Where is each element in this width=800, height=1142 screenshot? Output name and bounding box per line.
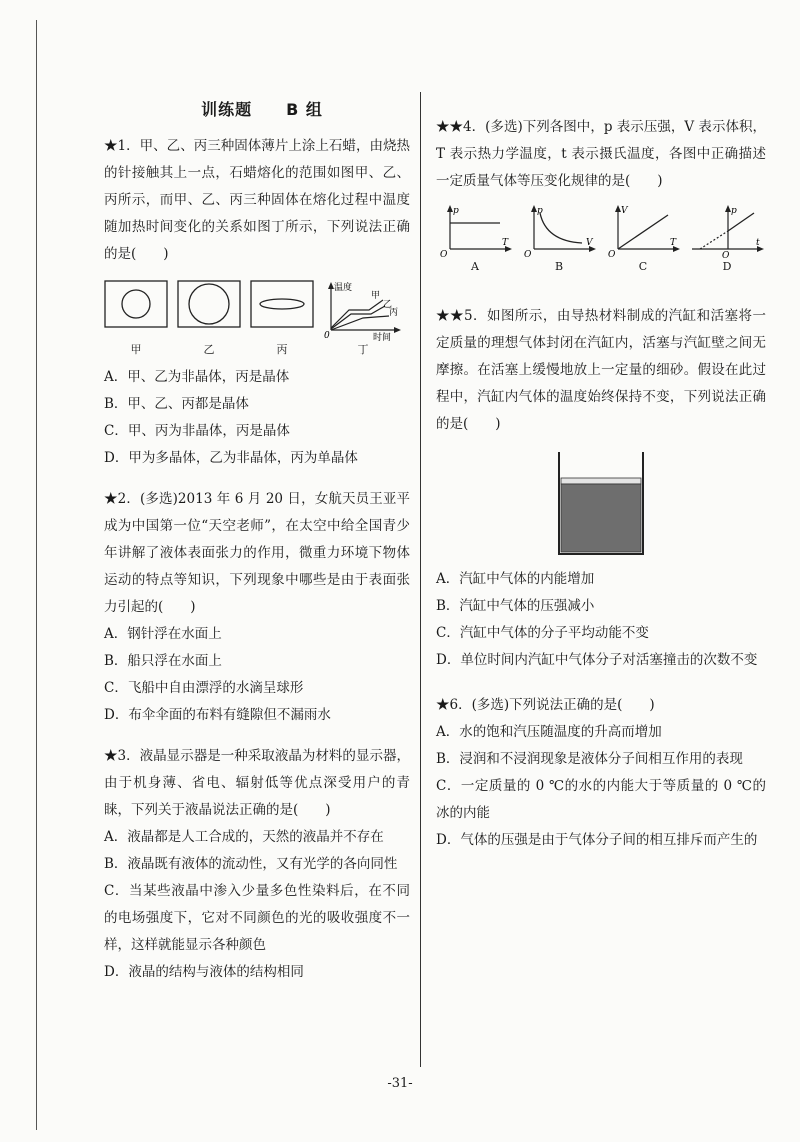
question-3-option-a: A．液晶都是人工合成的，天然的液晶并不存在 xyxy=(104,829,384,845)
question-2-option-c: C．飞船中自由漂浮的水滴呈球形 xyxy=(104,680,304,696)
question-2-option-a: A．钢针浮在水面上 xyxy=(104,626,222,642)
figure-yi-caption: 乙 xyxy=(203,343,215,356)
page-title xyxy=(104,96,410,123)
binding-line xyxy=(36,20,37,1130)
question-5-option-a: A．汽缸中气体的内能增加 xyxy=(436,571,595,587)
question-2-option-b: B．船只浮在水面上 xyxy=(104,653,222,669)
graph-b xyxy=(520,203,598,275)
question-2-option-d: D．布伞伞面的布料有缝隙但不漏雨水 xyxy=(104,707,331,723)
question-3-option-b: B．液晶既有液体的流动性，又有光学的各向同性 xyxy=(104,856,398,872)
question-5-option-d: D．单位时间内汽缸中气体分子对活塞撞击的次数不变 xyxy=(436,652,758,668)
question-4-graphs xyxy=(436,203,766,275)
question-2-stem: ★2．(多选)2013 年 6 月 20 日，女航天员王亚平成为中国第一位“天空老师”，在太空中给全国青少年讲解了液体表面张力的作用，微重力环境下物体运动的特点等知识，下列现象中哪些是由于表面张力引起的( ) xyxy=(104,491,410,615)
graph-a-O: O xyxy=(440,250,448,259)
title-group: B 组 xyxy=(286,100,323,119)
column-divider xyxy=(420,92,421,1067)
question-1 xyxy=(104,133,410,472)
graph-d xyxy=(688,203,766,275)
question-5-stem: ★★5．如图所示，由导热材料制成的汽缸和活塞将一定质量的理想气体封闭在汽缸内，活塞与汽缸壁之间无摩擦。在活塞上缓慢地放上一定量的细砂。假设在此过程中，汽缸内气体的温度始终保持不变，下列说法正确的是( ) xyxy=(436,308,766,432)
graph-d-caption: D xyxy=(722,260,732,273)
figure-jia-caption: 甲 xyxy=(130,343,142,356)
question-1-option-a: A．甲、乙为非晶体，丙是晶体 xyxy=(104,369,290,385)
graph-d-p: p xyxy=(731,206,737,216)
gas-region xyxy=(561,484,641,552)
piston-sand xyxy=(561,478,641,484)
figure-yi xyxy=(177,280,241,358)
curve-yi-label: 乙 xyxy=(383,300,393,310)
question-1-stem: ★1．甲、乙、丙三种固体薄片上涂上石蜡，由烧热的针接触其上一点，石蜡熔化的范围如图甲、乙、丙所示，而甲、乙、丙三种固体在熔化过程中温度随加热时间变化的关系如图丁所示，下列说法正确的是( ) xyxy=(104,138,410,262)
figure-ding-graph xyxy=(323,280,403,342)
figure-bing-drawing xyxy=(250,280,314,342)
graph-a-p: p xyxy=(453,206,459,216)
graph-c-drawing xyxy=(604,203,682,259)
graph-a-caption: A xyxy=(471,260,479,273)
graph-a-drawing xyxy=(436,203,514,259)
axis-temperature-label: 温度 xyxy=(334,283,353,293)
curve-jia-label: 甲 xyxy=(371,291,381,301)
figure-yi-drawing xyxy=(177,280,241,342)
left-column xyxy=(104,96,410,986)
graph-b-caption: B xyxy=(554,260,564,273)
graph-a-T: T xyxy=(502,238,509,248)
question-4 xyxy=(436,114,766,275)
question-3 xyxy=(104,743,410,986)
graph-d-O: O xyxy=(722,251,730,259)
question-6 xyxy=(436,692,766,854)
question-5 xyxy=(436,303,766,674)
question-5-option-c: C．汽缸中气体的分子平均动能不变 xyxy=(436,625,649,641)
graph-a xyxy=(436,203,514,275)
right-column xyxy=(436,114,766,854)
question-1-option-c: C．甲、丙为非晶体，丙是晶体 xyxy=(104,423,290,439)
graph-c-V: V xyxy=(621,206,628,216)
graph-b-p: p xyxy=(537,206,543,216)
question-5-figure xyxy=(436,450,766,558)
question-6-stem: ★6．(多选)下列说法正确的是( ) xyxy=(436,697,655,713)
question-1-figure xyxy=(104,280,410,358)
graph-b-V: V xyxy=(586,238,593,248)
figure-ding xyxy=(323,280,403,358)
title-main: 训练题 xyxy=(201,100,253,119)
axis-time-label: 时间 xyxy=(373,333,392,342)
figure-jia xyxy=(104,280,168,358)
graph-c-T: T xyxy=(670,238,677,248)
graph-d-t: t xyxy=(756,238,760,248)
question-6-option-c: C．一定质量的 0 ℃的水的内能大于等质量的 0 ℃的冰的内能 xyxy=(436,778,766,821)
figure-bing xyxy=(250,280,314,358)
question-2 xyxy=(104,486,410,729)
page-number: -31- xyxy=(387,1076,413,1091)
graph-d-drawing xyxy=(688,203,766,259)
graph-c xyxy=(604,203,682,275)
question-6-option-d: D．气体的压强是由于气体分子间的相互排斥而产生的 xyxy=(436,832,758,848)
graph-b-O: O xyxy=(524,250,532,259)
question-5-option-b: B．汽缸中气体的压强减小 xyxy=(436,598,595,614)
question-6-option-a: A．水的饱和汽压随温度的升高而增加 xyxy=(436,724,662,740)
question-3-option-d: D．液晶的结构与液体的结构相同 xyxy=(104,964,304,980)
cylinder-drawing xyxy=(551,450,651,558)
question-4-stem: ★★4．(多选)下列各图中，p 表示压强，V 表示体积，T 表示热力学温度，t 表示摄氏温度，各图中正确描述一定质量气体等压变化规律的是( ) xyxy=(436,119,766,189)
question-1-option-b: B．甲、乙、丙都是晶体 xyxy=(104,396,249,412)
figure-bing-caption: 丙 xyxy=(276,343,288,356)
graph-c-caption: C xyxy=(638,260,648,273)
curve-bing-label: 丙 xyxy=(389,308,399,318)
figure-ding-caption: 丁 xyxy=(357,343,369,356)
graph-b-drawing xyxy=(520,203,598,259)
question-1-option-d: D．甲为多晶体，乙为非晶体，丙为单晶体 xyxy=(104,450,358,466)
question-6-option-b: B．浸润和不浸润现象是液体分子间相互作用的表现 xyxy=(436,751,743,767)
origin-label: 0 xyxy=(324,331,330,341)
figure-jia-drawing xyxy=(104,280,168,342)
question-3-option-c: C．当某些液晶中渗入少量多色性染料后，在不同的电场强度下，它对不同颜色的光的吸收强度不一样，这样就能显示各种颜色 xyxy=(104,883,410,953)
question-3-stem: ★3．液晶显示器是一种采取液晶为材料的显示器，由于机身薄、省电、辐射低等优点深受用户的青睐，下列关于液晶说法正确的是( ) xyxy=(104,748,410,818)
graph-c-O: O xyxy=(608,250,616,259)
